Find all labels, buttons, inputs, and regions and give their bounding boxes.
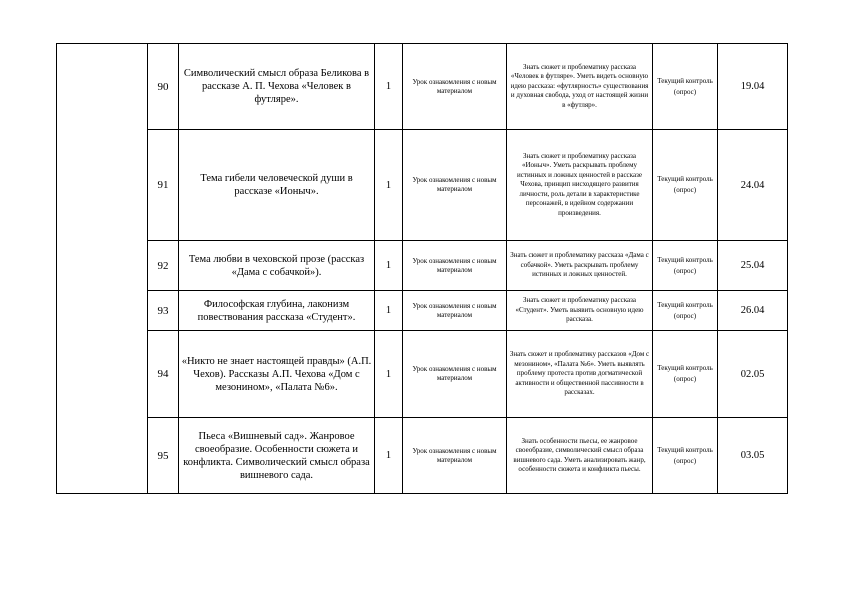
lesson-type: Урок ознакомления с новым материалом	[403, 130, 507, 241]
lesson-control: Текущий контроль (опрос)	[653, 331, 718, 418]
lesson-type: Урок ознакомления с новым материалом	[403, 291, 507, 331]
lesson-hours: 1	[375, 241, 403, 291]
lesson-goals: Знать сюжет и проблематику рассказа «Дама с собачкой». Уметь раскрывать проблему истинных и ложных ценностей.	[507, 241, 653, 291]
lesson-number: 90	[148, 44, 179, 130]
lesson-date: 03.05	[718, 418, 788, 494]
lesson-date: 02.05	[718, 331, 788, 418]
table-row	[57, 241, 788, 291]
lesson-topic: Символический смысл образа Беликова в рассказе А. П. Чехова «Человек в футляре».	[179, 44, 375, 130]
lesson-type: Урок ознакомления с новым материалом	[403, 44, 507, 130]
lesson-date: 26.04	[718, 291, 788, 331]
table-row	[57, 331, 788, 418]
lesson-number: 95	[148, 418, 179, 494]
lesson-date: 24.04	[718, 130, 788, 241]
lesson-number: 91	[148, 130, 179, 241]
table-row	[57, 130, 788, 241]
lesson-hours: 1	[375, 130, 403, 241]
lesson-type: Урок ознакомления с новым материалом	[403, 331, 507, 418]
lesson-control: Текущий контроль (опрос)	[653, 44, 718, 130]
lesson-control: Текущий контроль (опрос)	[653, 241, 718, 291]
table-row	[57, 291, 788, 331]
lesson-type: Урок ознакомления с новым материалом	[403, 241, 507, 291]
lesson-control: Текущий контроль (опрос)	[653, 291, 718, 331]
lesson-control: Текущий контроль (опрос)	[653, 418, 718, 494]
lesson-topic: Тема гибели человеческой души в рассказе «Ионыч».	[179, 130, 375, 241]
lesson-goals: Знать сюжет и проблематику рассказа «Ионыч». Уметь раскрывать проблему истинных и ложных ценностей в рассказе Чехова, принцип нисходящего развития личности, роль детали в характеристике персонажей, в идейном содержании произведения.	[507, 130, 653, 241]
table-row	[57, 418, 788, 494]
lesson-number: 94	[148, 331, 179, 418]
lesson-topic: «Никто не знает настоящей правды» (А.П. Чехов). Рассказы А.П. Чехова «Дом с мезонином», «Палата №6».	[179, 331, 375, 418]
lesson-plan-table	[56, 43, 788, 494]
lesson-topic: Пьеса «Вишневый сад». Жанровое своеобразие. Особенности сюжета и конфликта. Символический смысл образа вишневого сада.	[179, 418, 375, 494]
lesson-date: 19.04	[718, 44, 788, 130]
lesson-hours: 1	[375, 44, 403, 130]
lesson-topic: Тема любви в чеховской прозе (рассказ «Дама с собачкой»).	[179, 241, 375, 291]
lesson-type: Урок ознакомления с новым материалом	[403, 418, 507, 494]
lesson-goals: Знать сюжет и проблематику рассказа «Человек в футляре». Уметь видеть основную идею рассказа: «футлярность» существования и духовная свобода, уход от настоящей жизни в «футляр».	[507, 44, 653, 130]
lesson-topic: Философская глубина, лаконизм повествования рассказа «Студент».	[179, 291, 375, 331]
lesson-goals: Знать особенности пьесы, ее жанровое своеобразие, символический смысл образа вишневого сада. Уметь анализировать жанр, особенности сюжета и конфликта пьесы.	[507, 418, 653, 494]
table-row	[57, 44, 788, 130]
lesson-goals: Знать сюжет и проблематику рассказа «Студент». Уметь выявить основную идею рассказа.	[507, 291, 653, 331]
lesson-control: Текущий контроль (опрос)	[653, 130, 718, 241]
lesson-number: 93	[148, 291, 179, 331]
lesson-hours: 1	[375, 331, 403, 418]
lesson-hours: 1	[375, 291, 403, 331]
lesson-goals: Знать сюжет и проблематику рассказов «Дом с мезонином», «Палата №6». Уметь выявлять проблему протеста против догматической активности и общественной пассивности в рассказах.	[507, 331, 653, 418]
empty-column-cell	[57, 44, 148, 494]
lesson-number: 92	[148, 241, 179, 291]
lesson-hours: 1	[375, 418, 403, 494]
lesson-date: 25.04	[718, 241, 788, 291]
